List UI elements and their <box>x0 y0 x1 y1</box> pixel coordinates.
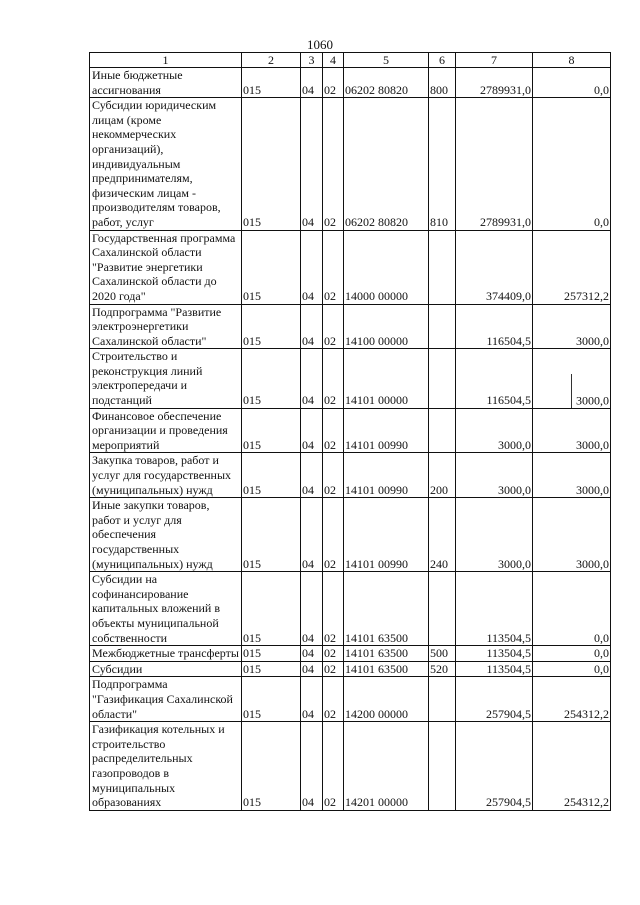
cell-target-article: 14101 00990 <box>344 453 429 498</box>
column-header: 2 <box>242 53 301 68</box>
row-name: Газификация котельных и строительство распределительных газопроводов в муниципальных образованиях <box>90 722 242 811</box>
cell-ministry-code: 015 <box>242 572 301 646</box>
row-name: Иные бюджетные ассигнования <box>90 68 242 98</box>
cell-subsection: 02 <box>323 646 344 662</box>
cell-subsection: 02 <box>323 661 344 677</box>
cell-target-article: 14101 63500 <box>344 572 429 646</box>
cell-amount-1: 3000,0 <box>456 498 533 572</box>
cell-section: 04 <box>301 453 323 498</box>
cell-amount-1: 3000,0 <box>456 408 533 453</box>
cell-subsection: 02 <box>323 68 344 98</box>
table-row <box>90 68 611 98</box>
cell-ministry-code: 015 <box>242 408 301 453</box>
row-name: Закупка товаров, работ и услуг для государственных (муниципальных) нужд <box>90 453 242 498</box>
row-name: Субсидии <box>90 661 242 677</box>
header-row <box>90 53 611 68</box>
cell-expense-type: 240 <box>429 498 456 572</box>
column-header: 3 <box>301 53 323 68</box>
cell-target-article: 14101 00000 <box>344 349 429 408</box>
cell-ministry-code: 015 <box>242 498 301 572</box>
cell-amount-2: 0,0 <box>533 98 611 230</box>
cell-section: 04 <box>301 722 323 811</box>
cell-target-article: 14101 00990 <box>344 498 429 572</box>
cell-ministry-code: 015 <box>242 68 301 98</box>
row-name: Подпрограмма "Развитие электроэнергетики Сахалинской области" <box>90 304 242 349</box>
cell-subsection: 02 <box>323 408 344 453</box>
cell-expense-type: 800 <box>429 68 456 98</box>
cell-target-article: 14101 63500 <box>344 661 429 677</box>
table-row <box>90 677 611 722</box>
column-header: 4 <box>323 53 344 68</box>
cell-expense-type: 500 <box>429 646 456 662</box>
cell-target-article: 14101 63500 <box>344 646 429 662</box>
cell-ministry-code: 015 <box>242 661 301 677</box>
cell-amount-1: 2789931,0 <box>456 98 533 230</box>
cell-expense-type <box>429 408 456 453</box>
table-row <box>90 98 611 230</box>
cell-section: 04 <box>301 661 323 677</box>
cell-subsection: 02 <box>323 498 344 572</box>
cell-expense-type: 200 <box>429 453 456 498</box>
table-row <box>90 661 611 677</box>
cell-ministry-code: 015 <box>242 349 301 408</box>
table-row <box>90 646 611 662</box>
page-number: 1060 <box>307 37 333 52</box>
column-header: 8 <box>533 53 611 68</box>
cell-amount-2: 3000,0 <box>533 453 611 498</box>
cell-amount-2: 254312,2 <box>533 722 611 811</box>
row-name: Субсидии юридическим лицам (кроме некоммерческих организаций), индивидуальным предпринимателям, физическим лицам - производителям товаров, работ, услуг <box>90 98 242 230</box>
column-header: 5 <box>344 53 429 68</box>
cell-section: 04 <box>301 646 323 662</box>
cell-section: 04 <box>301 349 323 408</box>
cell-section: 04 <box>301 68 323 98</box>
cell-target-article: 14100 00000 <box>344 304 429 349</box>
cell-ministry-code: 015 <box>242 722 301 811</box>
table-row <box>90 408 611 453</box>
cell-ministry-code: 015 <box>242 453 301 498</box>
cell-amount-1: 113504,5 <box>456 646 533 662</box>
row-name: Строительство и реконструкция линий электропередачи и подстанций <box>90 349 242 408</box>
cell-subsection: 02 <box>323 722 344 811</box>
cell-amount-2: 3000,0 <box>533 498 611 572</box>
table-row <box>90 349 611 408</box>
cell-section: 04 <box>301 408 323 453</box>
cell-amount-1: 113504,5 <box>456 661 533 677</box>
cell-amount-2: 0,0 <box>533 68 611 98</box>
table-row <box>90 498 611 572</box>
cell-subsection: 02 <box>323 349 344 408</box>
cell-ministry-code: 015 <box>242 646 301 662</box>
cell-ministry-code: 015 <box>242 304 301 349</box>
cell-target-article: 14101 00990 <box>344 408 429 453</box>
cell-target-article: 14201 00000 <box>344 722 429 811</box>
cell-expense-type: 520 <box>429 661 456 677</box>
cell-section: 04 <box>301 98 323 230</box>
cell-subsection: 02 <box>323 572 344 646</box>
table-row <box>90 304 611 349</box>
cell-target-article: 14000 00000 <box>344 230 429 304</box>
row-name: Межбюджетные трансферты <box>90 646 242 662</box>
cell-amount-2: 3000,0 <box>576 393 609 408</box>
cell-subsection: 02 <box>323 677 344 722</box>
cell-amount-1: 113504,5 <box>456 572 533 646</box>
row-name: Государственная программа Сахалинской области "Развитие энергетики Сахалинской области до 2020 года" <box>90 230 242 304</box>
cell-amount-2: 0,0 <box>533 572 611 646</box>
table-row <box>90 722 611 811</box>
cell-amount-2: 3000,0 <box>533 304 611 349</box>
cell-expense-type <box>429 572 456 646</box>
cell-subsection: 02 <box>323 453 344 498</box>
column-header: 1 <box>90 53 242 68</box>
cell-target-article: 14200 00000 <box>344 677 429 722</box>
cell-ministry-code: 015 <box>242 230 301 304</box>
cell-target-article: 06202 80820 <box>344 98 429 230</box>
cell-subsection: 02 <box>323 98 344 230</box>
cell-amount-1: 3000,0 <box>456 453 533 498</box>
cell-amount-2: 254312,2 <box>533 677 611 722</box>
cell-amount-1: 257904,5 <box>456 722 533 811</box>
cell-ministry-code: 015 <box>242 98 301 230</box>
cell-section: 04 <box>301 304 323 349</box>
table-row <box>90 572 611 646</box>
row-name: Иные закупки товаров, работ и услуг для обеспечения государственных (муниципальных) нужд <box>90 498 242 572</box>
row-name: Субсидии на софинансирование капитальных вложений в объекты муниципальной собственности <box>90 572 242 646</box>
cell-expense-type <box>429 304 456 349</box>
cell-amount-2-with-mark <box>533 349 611 408</box>
cell-expense-type <box>429 230 456 304</box>
cell-section: 04 <box>301 677 323 722</box>
cell-expense-type <box>429 349 456 408</box>
cell-amount-1: 374409,0 <box>456 230 533 304</box>
cell-amount-1: 116504,5 <box>456 304 533 349</box>
cell-amount-1: 2789931,0 <box>456 68 533 98</box>
row-name: Финансовое обеспечение организации и проведения мероприятий <box>90 408 242 453</box>
column-header: 6 <box>429 53 456 68</box>
row-name: Подпрограмма "Газификация Сахалинской области" <box>90 677 242 722</box>
cell-subsection: 02 <box>323 230 344 304</box>
cell-expense-type <box>429 677 456 722</box>
cell-amount-2: 0,0 <box>533 646 611 662</box>
cell-subsection: 02 <box>323 304 344 349</box>
cell-amount-2: 3000,0 <box>533 408 611 453</box>
cell-ministry-code: 015 <box>242 677 301 722</box>
cell-amount-2: 257312,2 <box>533 230 611 304</box>
cell-section: 04 <box>301 498 323 572</box>
cell-section: 04 <box>301 230 323 304</box>
cell-section: 04 <box>301 572 323 646</box>
table-row <box>90 453 611 498</box>
column-header: 7 <box>456 53 533 68</box>
cell-amount-2: 0,0 <box>533 661 611 677</box>
scan-mark <box>571 374 572 408</box>
table-row <box>90 230 611 304</box>
cell-amount-1: 257904,5 <box>456 677 533 722</box>
cell-expense-type: 810 <box>429 98 456 230</box>
cell-target-article: 06202 80820 <box>344 68 429 98</box>
cell-expense-type <box>429 722 456 811</box>
budget-table <box>89 52 611 811</box>
cell-amount-1: 116504,5 <box>456 349 533 408</box>
